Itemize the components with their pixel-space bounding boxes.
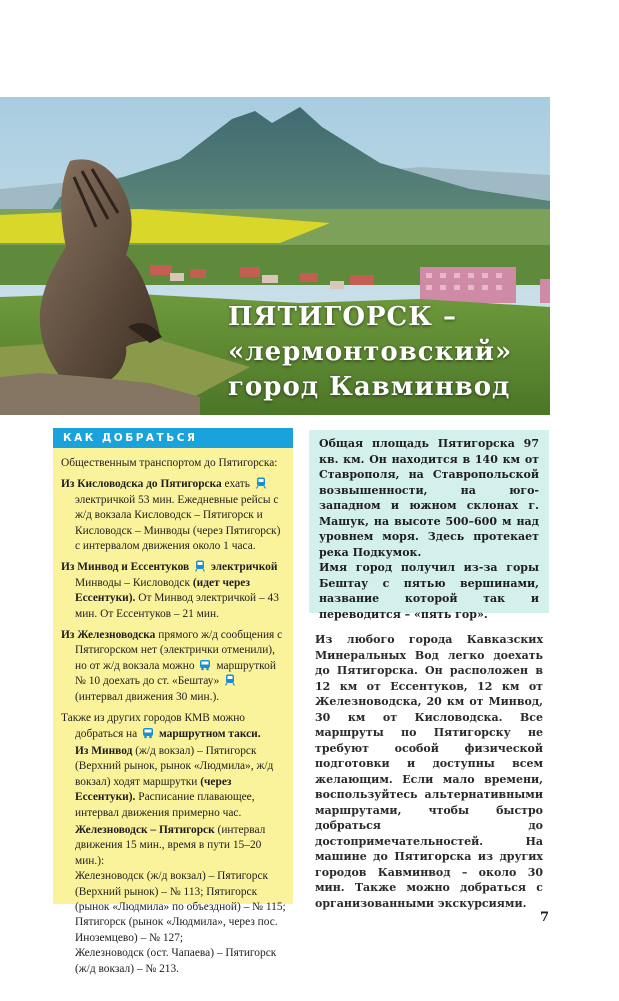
minvody-bus-text-1: (ж/д вокзал) – Пятигорск (Верхний рынок, рынок «Людмила», ж/д вокзал) ходят маршрутки xyxy=(75,744,274,788)
zheleznovodsk-bus-section xyxy=(61,823,287,977)
title-line-3: город Кавминвод xyxy=(228,372,511,402)
how-to-get-there-heading: КАК ДОБРАТЬСЯ xyxy=(53,428,293,448)
other-cities-text: Также из других городов КМВ можно добраться на xyxy=(61,712,245,740)
minvody-mode: электричкой xyxy=(210,561,278,574)
facts-box xyxy=(309,430,549,621)
title-line-1: ПЯТИГОРСК – xyxy=(228,302,457,332)
zheleznovodsk-text-3: (интервал движения 30 мин.). xyxy=(75,690,220,703)
kislovodsk-after: ехать xyxy=(221,478,250,491)
zheleznovodsk-heading: Из Железноводска xyxy=(61,629,156,642)
transport-intro: Общественным транспортом до Пятигорска: xyxy=(61,457,278,469)
bus-icon xyxy=(199,659,211,671)
main-text xyxy=(315,632,543,911)
facts-paragraph-1: Общая площадь Пятигорска 97 кв. км. Он находится в 140 км от Ставрополя, на Ставропольской возвышенности, на юго-западном и южном склонах г. Машук, на высоте 500–600 м над уровнем моря. Здесь протекает река Подкумок. xyxy=(319,437,539,559)
minvody-route: Минводы – Кисловодск xyxy=(75,576,191,589)
minvody-section xyxy=(61,560,287,622)
main-paragraph: Из любого города Кавказских Минеральных Вод легко доехать до Пятигорска. Он расположен в 12 км от Ессентуков, 12 км от Железноводска, 20 км от Минвод, 30 км от Кисловодска. Все маршруты по Пятигорску не требуют особой физической подготовки и доступны всем желающим. Если мало времени, воспользуйтесь альтернативными маршрутами, чтобы быстро добраться до достопримечательностей. На машине до Пятигорска из других городов Кавминвод – около 30 мин. Также можно добраться с организованными экскурсиями. xyxy=(315,633,543,910)
kislovodsk-section xyxy=(61,477,287,554)
zheleznovodsk-text-1: прямого ж/д сообщения с Пятигорском нет (электрички отменили), но от ж/д вокзала можно xyxy=(75,629,283,672)
zheleznovodsk-bus-heading: Железноводск – Пятигорск xyxy=(75,823,215,836)
minvody-heading: Из Минвод и Ессентуков xyxy=(61,561,190,574)
facts-paragraph-2: Имя город получил из-за горы Бештау с пятью вершинами, название которой так и переводится – «пять гор». xyxy=(319,561,539,621)
zheleznovodsk-section xyxy=(61,628,287,705)
zheleznovodsk-bus-text: (интервал движения 15 мин., время в пути 15–20 мин.): xyxy=(75,823,266,867)
zheleznovodsk-text-2: маршруткой № 10 доехать до ст. «Бештау» xyxy=(75,659,276,688)
other-cities-mode: маршрутном такси. xyxy=(158,727,261,740)
route-213: Железноводск (ост. Чапаева) – Пятигорск (ж/д вокзал) – № 213. xyxy=(75,947,277,975)
minvody-bus-section xyxy=(61,744,287,821)
page-number: 7 xyxy=(540,910,550,925)
train-icon xyxy=(255,477,267,489)
minvody-bus-note: (через Ессентуки). xyxy=(75,775,232,804)
kislovodsk-text: электричкой 53 мин. Ежедневные рейсы с ж/д вокзала Кисловодск – Пятигорск и Кисловодск – Минводы (через Пятигорск) с интервалом движения около 1 часа. xyxy=(75,493,281,553)
minvody-route-note: (идет через Ессентуки). xyxy=(75,576,250,605)
route-113-115: Железноводск (ж/д вокзал) – Пятигорск (Верхний рынок) – № 113; Пятигорск (рынок «Людмила» по объездной) – № 115; xyxy=(75,870,286,913)
minvody-bus-text-2: Расписание плавающее, интервал движения примерно час. xyxy=(75,791,255,819)
train-icon xyxy=(224,674,236,686)
train-icon xyxy=(194,560,206,572)
how-to-get-there-box xyxy=(53,428,293,975)
title-line-2: «лермонтовский» xyxy=(228,337,513,367)
route-127: Пятигорск (рынок «Людмила», через пос. Иноземцево) – № 127; xyxy=(75,916,278,944)
page-title xyxy=(228,300,512,405)
minvody-text: От Минвод электричкой – 43 мин. От Ессентуков – 21 мин. xyxy=(75,592,279,620)
bus-icon xyxy=(142,727,154,739)
other-cities-section xyxy=(61,711,287,742)
minvody-bus-heading: Из Минвод xyxy=(75,744,133,757)
kislovodsk-heading: Из Кисловодска до Пятигорска xyxy=(61,478,222,491)
